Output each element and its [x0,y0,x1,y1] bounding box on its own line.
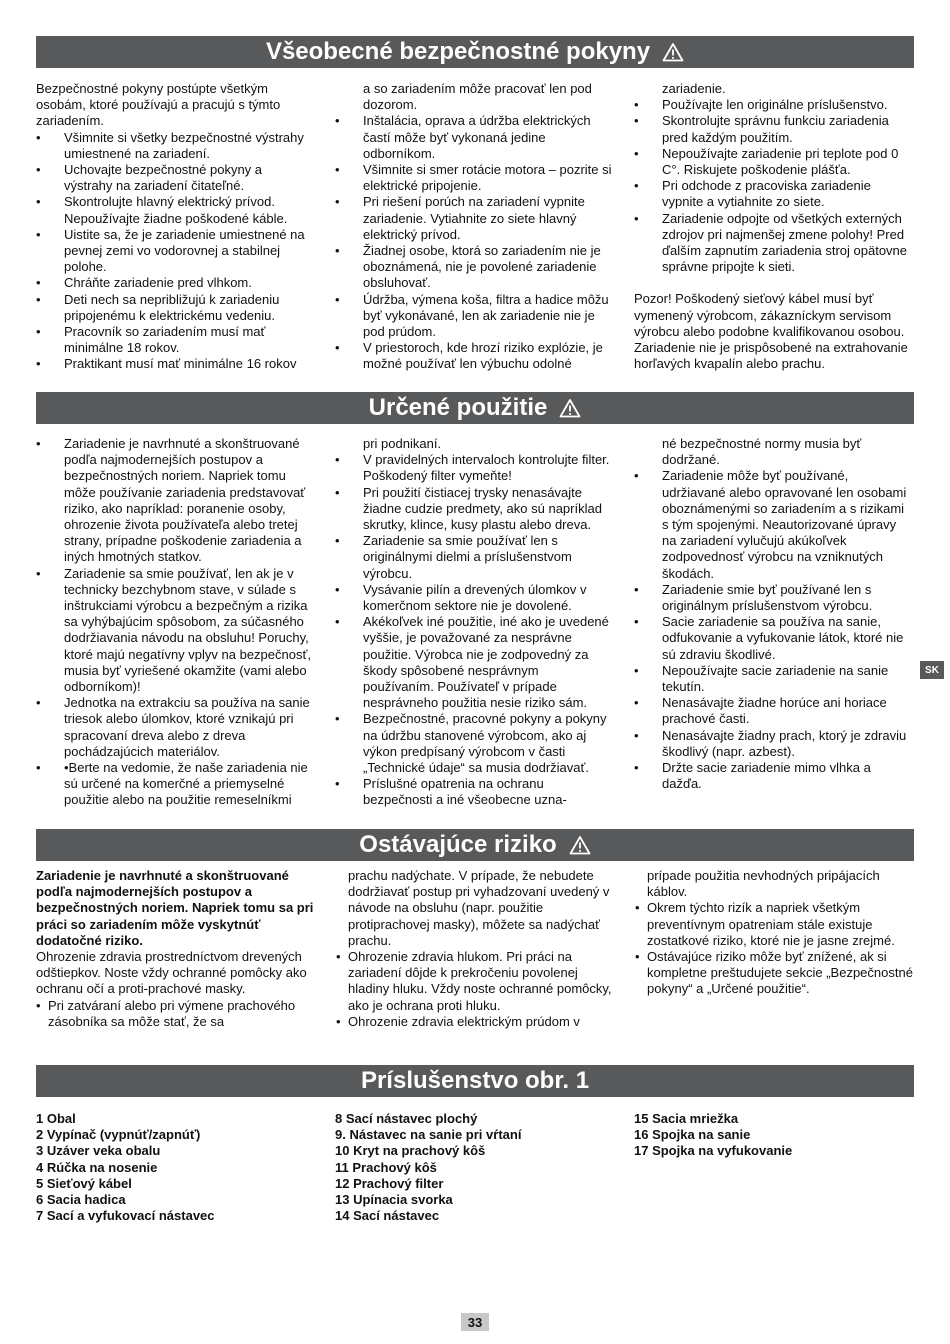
list-item: • Inštalácia, oprava a údržba elektrických častí môže byť vykonaná jedine odborníkom. [335,113,613,162]
accessory-item: 13 Upínacia svorka [335,1192,453,1208]
accessory-item: 7 Sací a vyfukovací nástavec [36,1208,215,1224]
list-item: • Skontrolujte správnu funkciu zariadenia pred každým použitím. [634,113,914,145]
residual-col3-continuation: prípade použitia nevhodných pripájacích káblov. [647,868,880,900]
intended-column-1 [36,436,314,809]
list-item: • Nenasávajte žiadne horúce ani horiace prachové časti. [634,695,914,727]
list-item: • V priestoroch, kde hrozí riziko explózie, je možné používať len výbuchu odolné [335,340,613,372]
residual-bold-intro: Zariadenie je navrhnuté a skonštruované podľa najmodernejších postupov a bezpečnostných noriem. Napriek tomu sa pri práci so zariadením môže vyskytnúť dodatočné riziko. [36,868,314,948]
section-title-intended: Určené použitie [368,394,548,421]
list-item: • Všimnite si smer rotácie motora – pozrite si elektrické pripojenie. [335,162,613,194]
section-header-accessories [36,1065,914,1097]
residual-list-3 [635,900,915,997]
list-item: • Pri použití čistiacej trysky nenasávajte žiadne cudzie predmety, ako sú napríklad skrutky, klince, kusy plastu alebo dreva. [335,485,613,534]
list-item: • Deti nech sa nepribližujú k zariadeniu pripojenému k elektrickému vedeniu. [36,292,314,324]
list-item: • Zariadenie je navrhnuté a skonštruované podľa najmodernejších postupov a bezpečnostných noriem. Napriek tomu môže používanie zariadenia predstavovať riziko, ako napríklad: poranenie osoby, ohrozenie života používateľa alebo tretej strany, prípadne poškodenie zariadenia a iných hmotných statkov. [36,436,314,566]
list-item: • Zariadenie smie byť používané len s originálnym príslušenstvom výrobcu. [634,582,914,614]
general-col3-continuation: zariadenie. [662,81,726,96]
list-item: • Sacie zariadenie sa používa na sanie, odfukovanie a vyfukovanie látok, ktoré nie sú zdraviu škodlivé. [634,614,914,663]
residual-list-1 [36,998,318,1030]
list-item: • Ohrozenie zdravia hlukom. Pri práci na zariadení dôjde k prekročeniu povolenej hladiny hluku. Vždy noste ochranné pomôcky, ako je ochrana proti hluku. [336,949,618,1014]
list-item: • Pri odchode z pracoviska zariadenie vypnite a vytiahnite zo siete. [634,178,914,210]
list-item: • V pravidelných intervaloch kontrolujte filter. Poškodený filter vymeňte! [335,452,613,484]
list-item: • Pri zatváraní alebo pri výmene prachového zásobníka sa môže stať, že sa [36,998,318,1030]
intended-list-3 [634,468,914,792]
intended-list-2 [335,452,613,808]
accessories-column-3 [634,1111,792,1160]
intended-list-1 [36,436,314,809]
list-item: • Okrem týchto rizík a napriek všetkým preventívnym opatreniam stále existuje zostatkové riziko, ktoré nie je jasne zrejmé. [635,900,915,949]
intended-column-2 [335,436,613,809]
list-item: • Zariadenie sa smie používať len s originálnymi dielmi a príslušenstvom výrobcu. [335,533,613,582]
page-number: 33 [461,1313,489,1331]
list-item: • Ostávajúce riziko môže byť znížené, ak si kompletne preštudujete sekcie „Bezpečnostné pokyny“ a „Určené použitie“. [635,949,915,998]
residual-col2-continuation: prachu nadýchate. V prípade, že nebudete dodržiavať postup pri vyhadzovaní uvedený v návode na obsluhu (napr. použitie protiprachovej masky), môžete sa nadýchať prachu. [348,868,610,948]
accessory-item: 1 Obal [36,1111,76,1126]
list-item: • Uistite sa, že je zariadenie umiestnené na pevnej zemi vo vodorovnej a stabilnej polohe. [36,227,314,276]
general-list-2 [335,113,613,372]
intended-column-3 [634,436,914,792]
section-title-accessories: Príslušenstvo obr. 1 [360,1067,590,1094]
list-item: • Praktikant musí mať minimálne 16 rokov [36,356,314,372]
accessories-column-1 [36,1111,215,1224]
residual-column-2 [336,868,618,1030]
intended-col2-continuation: pri podnikaní. [363,436,442,451]
list-item: • Údržba, výmena koša, filtra a hadice môžu byť vykonávané, len ak zariadenie nie je pod prúdom. [335,292,613,341]
list-item: • Zariadenie sa smie používať, len ak je v technicky bezchybnom stave, v súlade s inštrukciami výrobcu a bezpečným a rizika sa vyhýbajúcim spôsobom, za súčasného dodržiavania návodu na obsluhu! Poruchy, ktoré majú negatívny vplyv na bezpečnosť, musia byť vyriešené okamžite (vami alebo odborníkom)! [36,566,314,696]
list-item: • Bezpečnostné, pracovné pokyny a pokyny na údržbu stanovené výrobcom, ako aj výkon predpísaný výrobcom v časti „Technické údaje“ sa musia dodržiavať. [335,711,613,776]
section-title-general: Všeobecné bezpečnostné pokyny [265,38,651,65]
section-header-intended-use [36,392,914,424]
list-item: • Akékoľvek iné použitie, iné ako je uvedené vyššie, je považované za nesprávne použitie. Výrobca nie je zodpovedný za škody spôsobené nesprávnym používaním. Používateľ v prípade nesprávneho použitia nesie riziko sám. [335,614,613,711]
list-item: • Zariadenie odpojte od všetkých externých zdrojov pri najmenšej zmene polohy! Pred ďalším zapnutím zariadenia stroj opätovne správne pripojte k sieti. [634,211,914,276]
list-item: • Príslušné opatrenia na ochranu bezpečnosti a iné všeobecne uzna- [335,776,613,808]
accessory-item: 8 Sací nástavec plochý [335,1111,478,1126]
list-item: • Chráňte zariadenie pred vlhkom. [36,275,314,291]
section-header-general-safety [36,36,914,68]
general-list-3 [634,97,914,275]
accessory-item: 12 Prachový filter [335,1175,444,1191]
accessory-item: 11 Prachový kôš [335,1159,437,1175]
accessory-item: 9. Nástavec na sanie pri vŕtaní [335,1127,522,1143]
residual-column-3 [635,868,915,998]
warning-icon [569,835,591,855]
general-list-1 [36,130,314,373]
accessory-item: 4 Rúčka na nosenie [36,1159,158,1175]
general-intro: Bezpečnostné pokyny postúpte všetkým osobám, ktoré používajú a pracujú s týmto zariadením. [36,81,281,129]
accessory-item: 15 Sacia mriežka [634,1111,739,1126]
warning-icon [662,42,684,62]
list-item: • Nepoužívajte zariadenie pri teplote pod 0 C°. Riskujete poškodenie plášťa. [634,146,914,178]
language-tab-sk: SK [920,661,944,679]
list-item: • Skontrolujte hlavný elektrický prívod. Nepoužívajte žiadne poškodené káble. [36,194,314,226]
accessory-item: 17 Spojka na vyfukovanie [634,1143,793,1159]
list-item: • Žiadnej osobe, ktorá so zariadením nie je oboznámená, nie je povolené zariadenie obsluhovať. [335,243,613,292]
list-item: • Zariadenie môže byť používané, udržiavané alebo opravované len osobami oboznámenými so zariadením a s rizikami s tým spojenými. Neautorizované úpravy na zariadení vylučujú akúkoľvek zodpovednosť výrobcu na vzniknutých škodách. [634,468,914,581]
list-item: • Jednotka na extrakciu sa používa na sanie triesok alebo úlomkov, ktoré vznikajú pri spracovaní dreva alebo z dreva pochádzajúcich materiálov. [36,695,314,760]
general-column-1 [36,81,314,373]
list-item: • Vysávanie pilín a drevených úlomkov v komerčnom sektore nie je dovolené. [335,582,613,614]
list-item: • Uchovajte bezpečnostné pokyny a výstrahy na zariadení čitateľné. [36,162,314,194]
residual-column-1 [36,868,318,1030]
accessory-item: 10 Kryt na prachový kôš [335,1143,486,1159]
list-item: • Nepoužívajte sacie zariadenie na sanie tekutín. [634,663,914,695]
accessory-item: 14 Sací nástavec [335,1208,440,1224]
accessory-item: 16 Spojka na sanie [634,1127,751,1143]
accessory-item: 6 Sacia hadica [36,1192,126,1208]
list-item: • Pri riešení porúch na zariadení vypnite zariadenie. Vytiahnite zo siete hlavný elektrický prívod. [335,194,613,243]
accessories-column-2 [335,1111,521,1224]
section-header-residual-risk [36,829,914,861]
list-item: • Držte sacie zariadenie mimo vlhka a dažďa. [634,760,914,792]
general-column-2 [335,81,613,373]
list-item: • Všimnite si všetky bezpečnostné výstrahy umiestnené na zariadení. [36,130,314,162]
list-item: • Pracovník so zariadením musí mať minimálne 18 rokov. [36,324,314,356]
residual-text: Ohrozenie zdravia prostredníctvom drevených odštiepkov. Noste vždy ochranné pomôcky ako ochranu očí a proti-prachové masky. [36,949,307,997]
list-item: • Nenasávajte žiadny prach, ktorý je zdraviu škodlivý (napr. azbest). [634,728,914,760]
accessory-item: 3 Uzáver veka obalu [36,1143,161,1159]
general-column-3 [634,81,914,372]
intended-col3-continuation: né bezpečnostné normy musia byť dodržané. [662,436,862,468]
general-warning-note: Pozor! Poškodený sieťový kábel musí byť vymenený výrobcom, zákazníckym servisom výrobcu alebo podobne kvalifikovanou osobou. Zariadenie nie je prispôsobené na extrahovanie horľavých kvapalín alebo prachu. [634,291,908,372]
warning-icon [559,398,581,418]
list-item: • Používajte len originálne príslušenstvo. [634,97,914,113]
list-item: • Ohrozenie zdravia elektrickým prúdom v [336,1014,618,1030]
accessory-item: 2 Vypínač (vypnúť/zapnúť) [36,1127,201,1143]
section-title-residual: Ostávajúce riziko [359,831,557,858]
accessory-item: 5 Sieťový kábel [36,1175,132,1191]
list-item: • •Berte na vedomie, že naše zariadenia nie sú určené na komerčné a priemyselné použitie alebo na použitie remeselníkmi [36,760,314,809]
residual-list-2 [336,949,618,1030]
general-col2-continuation: a so zariadením môže pracovať len pod dozorom. [363,81,592,113]
